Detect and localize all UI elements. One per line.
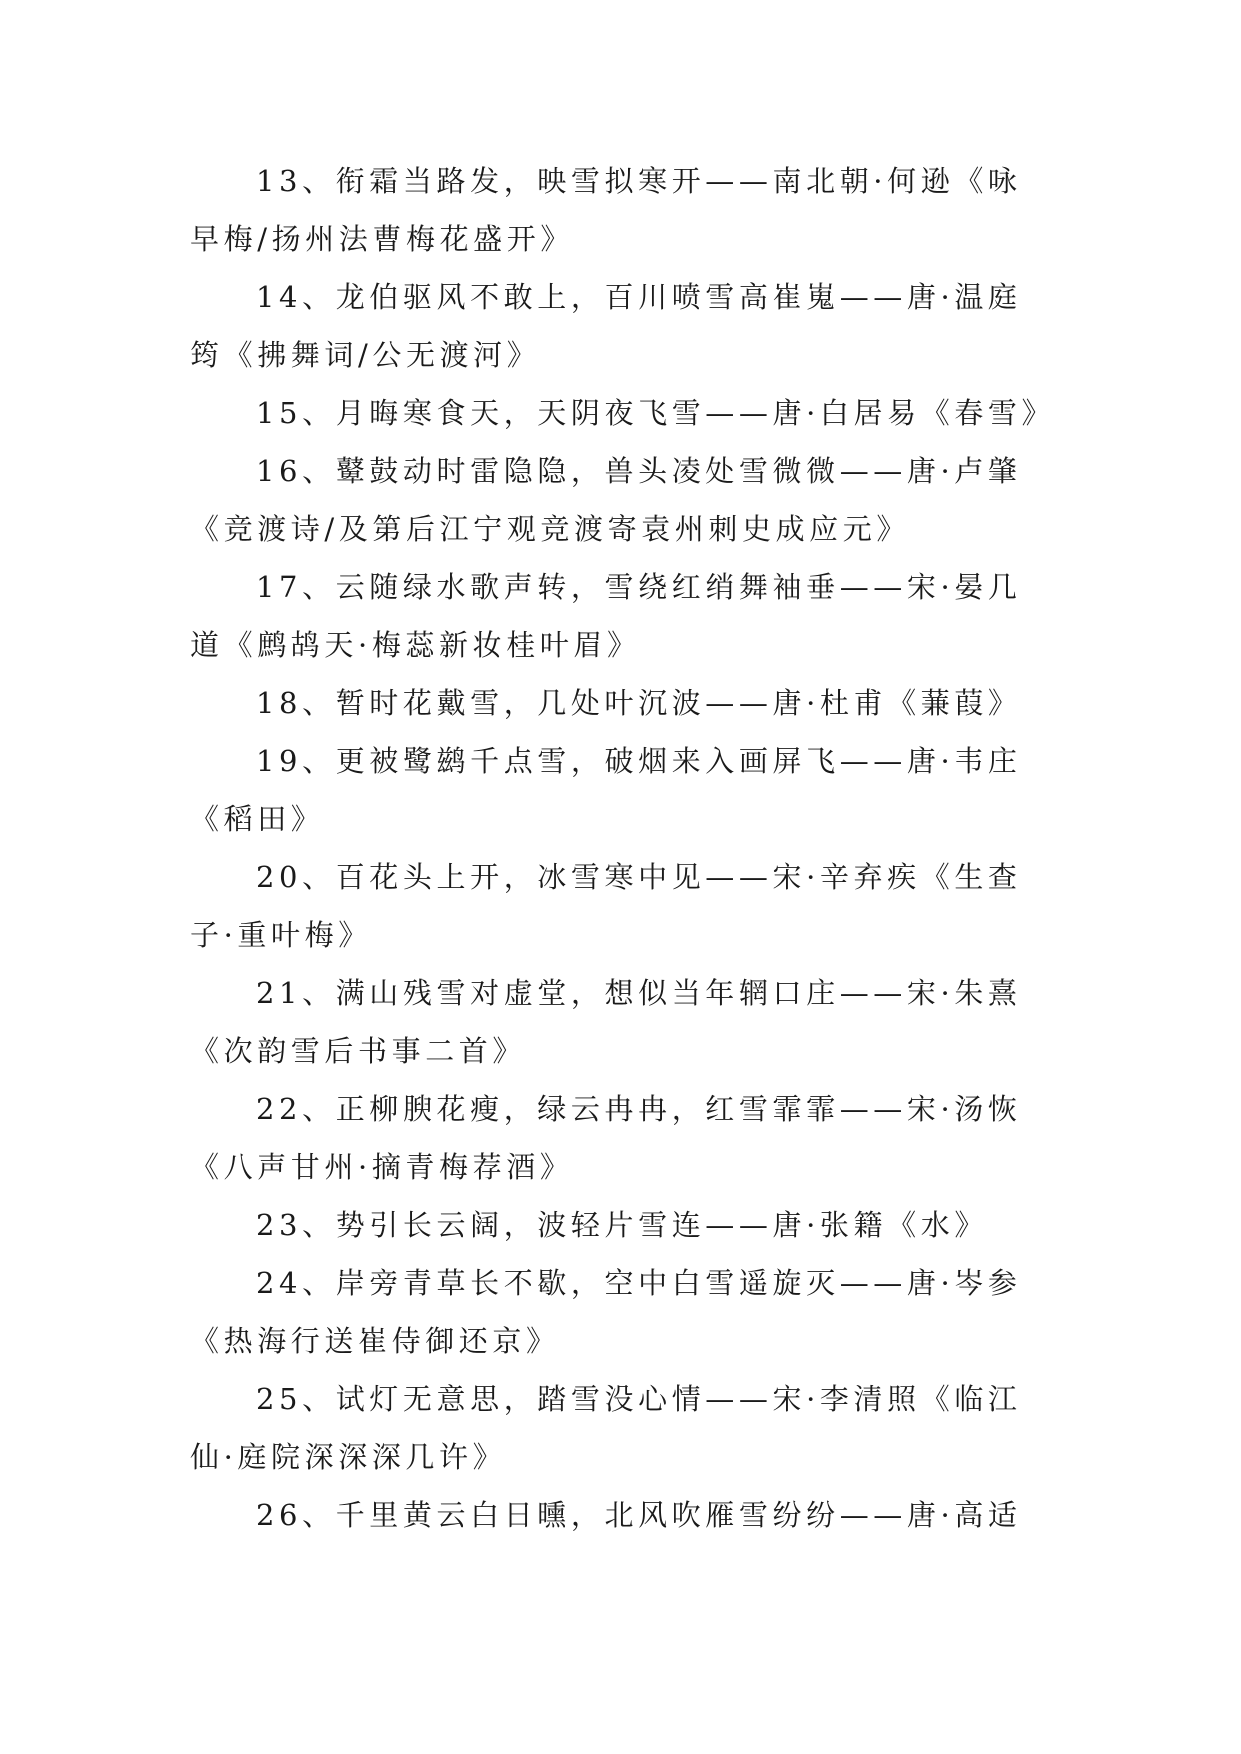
poem-entry-23: 23、势引长云阔，波轻片雪连——唐·张籍《水》	[256, 1208, 988, 1242]
poem-entry-20: 20、百花头上开，冰雪寒中见——宋·辛弃疾《生查子·重叶梅》	[190, 860, 1022, 952]
poem-entry-22: 22、正柳腴花瘦，绿云冉冉，红雪霏霏——宋·汤恢《八声甘州·摘青梅荐酒》	[190, 1092, 1022, 1184]
poem-entry-14: 14、龙伯驱风不敢上，百川喷雪高崔嵬——唐·温庭筠《拂舞词/公无渡河》	[190, 280, 1022, 372]
poem-entry-19: 19、更被鹭鹚千点雪，破烟来入画屏飞——唐·韦庄《稻田》	[190, 744, 1022, 836]
poem-entry-17: 17、云随绿水歌声转，雪绕红绡舞袖垂——宋·晏几道《鹧鸪天·梅蕊新妆桂叶眉》	[190, 570, 1022, 662]
poem-entry-13: 13、衔霜当路发，映雪拟寒开——南北朝·何逊《咏早梅/扬州法曹梅花盛开》	[190, 164, 1022, 256]
poem-entry-24: 24、岸旁青草长不歇，空中白雪遥旋灭——唐·岑参《热海行送崔侍御还京》	[190, 1266, 1022, 1358]
document-page	[190, 152, 1056, 1544]
poem-entry-26: 26、千里黄云白日曛，北风吹雁雪纷纷——唐·高适	[256, 1498, 1022, 1532]
poem-entry-25: 25、试灯无意思，踏雪没心情——宋·李清照《临江仙·庭院深深深几许》	[190, 1382, 1022, 1474]
poem-entry-15: 15、月晦寒食天，天阴夜飞雪——唐·白居易《春雪》	[256, 396, 1056, 430]
poem-entry-16: 16、鼙鼓动时雷隐隐，兽头凌处雪微微——唐·卢肇《竞渡诗/及第后江宁观竞渡寄袁州刺史成应元》	[190, 454, 1022, 546]
poem-entry-21: 21、满山残雪对虚堂，想似当年辋口庄——宋·朱熹《次韵雪后书事二首》	[190, 976, 1022, 1068]
poem-entry-18: 18、暂时花戴雪，几处叶沉波——唐·杜甫《蒹葭》	[256, 686, 1022, 720]
